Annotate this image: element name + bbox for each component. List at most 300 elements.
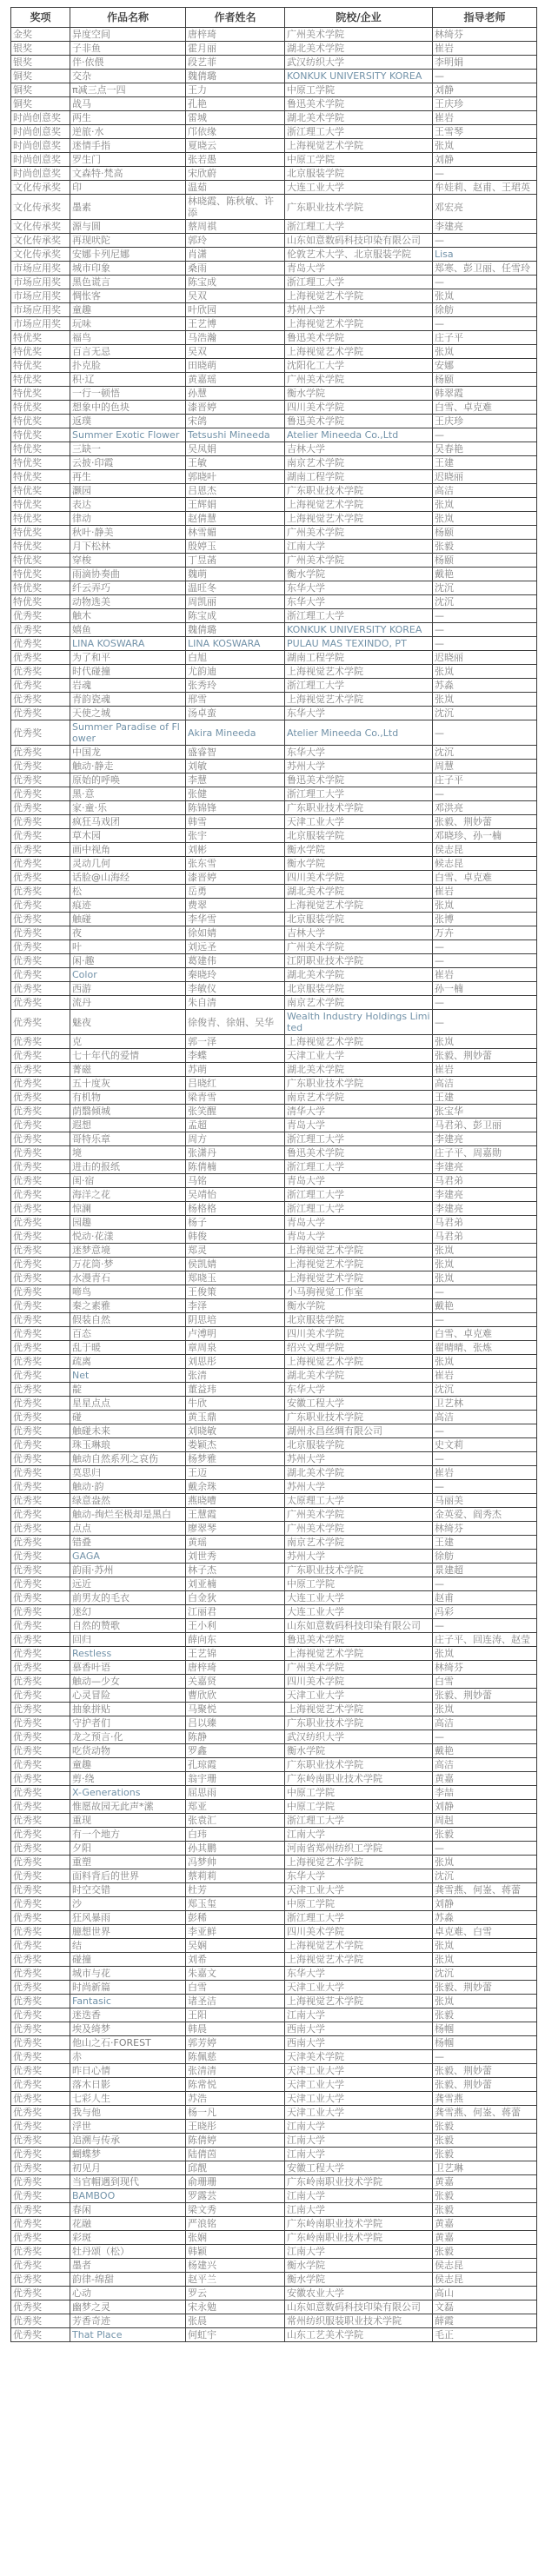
- cell-author: 魏倩璐: [186, 70, 285, 83]
- cell-school: 上海视觉艺术学院: [285, 899, 433, 913]
- cell-author: 雷城: [186, 111, 285, 125]
- table-row: [11, 568, 537, 581]
- cell-school: 浙江理工大学: [285, 1160, 433, 1174]
- cell-award: 优秀奖: [11, 968, 70, 982]
- cell-advisor: 杨颐: [433, 554, 537, 568]
- cell-author: 刘彬: [186, 843, 285, 857]
- table-row: [11, 1939, 537, 1953]
- cell-work: Summer Exotic Flower: [70, 428, 186, 442]
- table-row: [11, 1856, 537, 1869]
- cell-advisor: —: [433, 1452, 537, 1466]
- cell-award: 时尚创意奖: [11, 125, 70, 139]
- table-row: [11, 1730, 537, 1744]
- cell-author: 韩颖: [186, 2245, 285, 2259]
- cell-work: 莫思归: [70, 1466, 186, 1480]
- cell-award: 优秀奖: [11, 2328, 70, 2342]
- awards-table: [10, 7, 537, 2342]
- cell-author: 马铭: [186, 1174, 285, 1188]
- cell-author: 蔡莉莉: [186, 1869, 285, 1883]
- cell-school: 太原理工大学: [285, 1494, 433, 1508]
- cell-award: 优秀奖: [11, 1814, 70, 1828]
- cell-advisor: 毛正: [433, 2328, 537, 2342]
- cell-work: 触动—少女: [70, 1675, 186, 1689]
- cell-author: 娄颖杰: [186, 1438, 285, 1452]
- cell-advisor: 李明娟: [433, 56, 537, 70]
- cell-award: 优秀奖: [11, 1897, 70, 1911]
- cell-author: Tetsushi Mineeda: [186, 428, 285, 442]
- cell-school: 江南大学: [285, 540, 433, 554]
- cell-advisor: —: [433, 276, 537, 289]
- cell-advisor: 周赳: [433, 1814, 537, 1828]
- header-row: [11, 8, 537, 28]
- cell-author: 秦晓玲: [186, 968, 285, 982]
- cell-advisor: —: [433, 1010, 537, 1035]
- cell-author: 罗云: [186, 2287, 285, 2300]
- cell-award: 优秀奖: [11, 1605, 70, 1619]
- cell-award: 优秀奖: [11, 2175, 70, 2189]
- cell-author: 张潇丹: [186, 1146, 285, 1160]
- cell-award: 优秀奖: [11, 773, 70, 787]
- cell-author: 宋永勉: [186, 2300, 285, 2314]
- cell-advisor: —: [433, 2050, 537, 2064]
- cell-work: 花融: [70, 2217, 186, 2231]
- cell-award: 铜奖: [11, 97, 70, 111]
- table-row: [11, 2314, 537, 2328]
- cell-advisor: 徐舫: [433, 303, 537, 317]
- cell-advisor: 李建亮: [433, 1202, 537, 1216]
- table-row: [11, 2300, 537, 2314]
- cell-advisor: 王庆珍: [433, 97, 537, 111]
- cell-work: 触碰未来: [70, 1424, 186, 1438]
- cell-school: 浙江理工大学: [285, 1132, 433, 1146]
- cell-author: 韩晨: [186, 2022, 285, 2036]
- cell-advisor: 林绮芬: [433, 1522, 537, 1536]
- table-row: [11, 512, 537, 526]
- cell-advisor: 白雪: [433, 1675, 537, 1689]
- column-header-author: 作者姓名: [186, 8, 285, 28]
- cell-work: 远近: [70, 1577, 186, 1591]
- cell-award: 特优奖: [11, 498, 70, 512]
- cell-award: 优秀奖: [11, 2245, 70, 2259]
- cell-school: 大连工业大学: [285, 1591, 433, 1605]
- table-row: [11, 1953, 537, 1967]
- cell-school: 广东职业技术学院: [285, 484, 433, 498]
- cell-advisor: 杨帼: [433, 2036, 537, 2050]
- cell-author: 吴凤娟: [186, 442, 285, 456]
- cell-school: 浙江理工大学: [285, 276, 433, 289]
- cell-advisor: 张毅: [433, 2120, 537, 2134]
- cell-advisor: 张岚: [433, 665, 537, 679]
- cell-school: 江南大学: [285, 2203, 433, 2217]
- cell-school: 北京服装学院: [285, 829, 433, 843]
- cell-school: 衡水学院: [285, 387, 433, 401]
- cell-school: 湖北美术学院: [285, 968, 433, 982]
- cell-advisor: 刘静: [433, 1800, 537, 1814]
- cell-school: 湖北美术学院: [285, 1466, 433, 1480]
- cell-advisor: 庄子平: [433, 773, 537, 787]
- cell-work: 境: [70, 1146, 186, 1160]
- cell-advisor: —: [433, 609, 537, 623]
- table-row: [11, 2078, 537, 2092]
- cell-school: 中原工学院: [285, 153, 433, 167]
- cell-advisor: 周慧: [433, 760, 537, 773]
- cell-award: 优秀奖: [11, 1800, 70, 1814]
- cell-advisor: 张毅、荆妙蕾: [433, 2064, 537, 2078]
- cell-work: Summer Paradise of Flower: [70, 720, 186, 746]
- cell-school: 浙江理工大学: [285, 679, 433, 693]
- cell-advisor: 崔岩: [433, 111, 537, 125]
- table-row: [11, 484, 537, 498]
- cell-advisor: 高洁: [433, 1716, 537, 1730]
- table-row: [11, 871, 537, 885]
- table-row: [11, 1522, 537, 1536]
- cell-award: 优秀奖: [11, 1981, 70, 1995]
- table-row: [11, 940, 537, 954]
- cell-advisor: 迟晓丽: [433, 651, 537, 665]
- table-row: [11, 954, 537, 968]
- cell-work: 云披·印霞: [70, 456, 186, 470]
- cell-work: 文森特·梵高: [70, 167, 186, 181]
- cell-advisor: 郑寒、彭卫丽、任雪玲: [433, 262, 537, 276]
- cell-advisor: —: [433, 637, 537, 651]
- table-row: [11, 540, 537, 554]
- cell-advisor: 黄嘉: [433, 2217, 537, 2231]
- table-row: [11, 885, 537, 899]
- cell-school: 衡水学院: [285, 1299, 433, 1313]
- cell-school: 浙江理工大学: [285, 1814, 433, 1828]
- cell-advisor: 刘静: [433, 83, 537, 97]
- cell-school: 天津工业大学: [285, 1883, 433, 1897]
- cell-award: 优秀奖: [11, 982, 70, 996]
- cell-school: 山东如意数码科技印染有限公司: [285, 234, 433, 248]
- cell-school: 安徽工程大学: [285, 1397, 433, 1411]
- cell-work: LINA KOSWARA: [70, 637, 186, 651]
- cell-award: 优秀奖: [11, 1369, 70, 1383]
- cell-advisor: 景建超: [433, 1564, 537, 1577]
- cell-work: 城市与花: [70, 1967, 186, 1981]
- table-row: [11, 220, 537, 234]
- cell-work: 荫翳倾城: [70, 1105, 186, 1119]
- table-row: [11, 1619, 537, 1633]
- cell-author: 刘思彤: [186, 1355, 285, 1369]
- table-row: [11, 1633, 537, 1647]
- table-row: [11, 359, 537, 373]
- cell-school: 西南大学: [285, 2022, 433, 2036]
- cell-author: 王辉娟: [186, 498, 285, 512]
- cell-award: 优秀奖: [11, 665, 70, 679]
- cell-work: 月下松林: [70, 540, 186, 554]
- cell-school: 广州美术学院: [285, 554, 433, 568]
- cell-author: 徐俊青、徐娟、吴华: [186, 1010, 285, 1035]
- cell-school: 常州纺织服装职业技术学院: [285, 2314, 433, 2328]
- cell-advisor: —: [433, 1313, 537, 1327]
- table-row: [11, 2231, 537, 2245]
- cell-author: 王力: [186, 83, 285, 97]
- cell-advisor: 牟娃莉、赵甫、王珺英: [433, 181, 537, 195]
- cell-award: 优秀奖: [11, 2036, 70, 2050]
- cell-author: 费翠: [186, 899, 285, 913]
- cell-award: 特优奖: [11, 568, 70, 581]
- cell-school: 南京艺术学院: [285, 996, 433, 1010]
- cell-school: 湖州永昌丝绸有限公司: [285, 1424, 433, 1438]
- table-row: [11, 2259, 537, 2273]
- cell-award: 时尚创意奖: [11, 167, 70, 181]
- cell-advisor: 白雪、卓克难: [433, 1327, 537, 1341]
- cell-advisor: —: [433, 1424, 537, 1438]
- cell-advisor: 史文莉: [433, 1438, 537, 1452]
- column-header-award: 奖项: [11, 8, 70, 28]
- cell-school: 东华大学: [285, 746, 433, 760]
- cell-author: 杜芳: [186, 1883, 285, 1897]
- cell-award: 优秀奖: [11, 693, 70, 707]
- cell-advisor: 卫艺琳: [433, 2161, 537, 2175]
- cell-work: 克: [70, 1035, 186, 1049]
- cell-author: 罗露芸: [186, 2189, 285, 2203]
- cell-school: 广东岭南职业技术学院: [285, 2175, 433, 2189]
- cell-author: 宋鸽: [186, 415, 285, 428]
- table-row: [11, 1508, 537, 1522]
- table-row: [11, 609, 537, 623]
- cell-school: 吉林大学: [285, 442, 433, 456]
- table-row: [11, 1355, 537, 1369]
- cell-work: 两生: [70, 111, 186, 125]
- column-header-work: 作品名称: [70, 8, 186, 28]
- cell-author: 刘世秀: [186, 1550, 285, 1564]
- cell-advisor: 张岚: [433, 1995, 537, 2008]
- cell-award: 优秀奖: [11, 787, 70, 801]
- cell-advisor: 龚雪燕、何崟、蒋蕾: [433, 1883, 537, 1897]
- cell-work: 纤云弄巧: [70, 581, 186, 595]
- table-row: [11, 581, 537, 595]
- table-row: [11, 2217, 537, 2231]
- cell-advisor: 张岚: [433, 345, 537, 359]
- cell-author: 诸圣洁: [186, 1995, 285, 2008]
- cell-advisor: 李建亮: [433, 1160, 537, 1174]
- cell-work: 痕迹: [70, 899, 186, 913]
- cell-school: 江南大学: [285, 2134, 433, 2148]
- cell-author: 孔琼霞: [186, 1758, 285, 1772]
- cell-award: 优秀奖: [11, 843, 70, 857]
- cell-school: 东华大学: [285, 1869, 433, 1883]
- cell-advisor: 杨颐: [433, 526, 537, 540]
- cell-work: Fantasic: [70, 1995, 186, 2008]
- cell-author: 郭晓叶: [186, 470, 285, 484]
- cell-author: 温旺冬: [186, 581, 285, 595]
- cell-work: 异度空间: [70, 28, 186, 42]
- table-row: [11, 1550, 537, 1564]
- cell-advisor: 崔岩: [433, 1369, 537, 1383]
- cell-author: 郭芳婷: [186, 2036, 285, 2050]
- cell-work: 疯狂马戏团: [70, 815, 186, 829]
- cell-award: 特优奖: [11, 442, 70, 456]
- cell-work: 吃货动物: [70, 1744, 186, 1758]
- cell-advisor: 张岚: [433, 693, 537, 707]
- cell-advisor: 赵甫: [433, 1591, 537, 1605]
- cell-school: 北京服装学院: [285, 982, 433, 996]
- cell-author: 翁宇珊: [186, 1772, 285, 1786]
- cell-author: 温茹: [186, 181, 285, 195]
- cell-award: 铜奖: [11, 70, 70, 83]
- cell-school: 山东如意数码科技印染有限公司: [285, 1619, 433, 1633]
- cell-award: 时尚创意奖: [11, 111, 70, 125]
- table-row: [11, 1661, 537, 1675]
- cell-work: 绿意盎然: [70, 1494, 186, 1508]
- cell-award: 优秀奖: [11, 720, 70, 746]
- cell-author: 陈倩婷: [186, 2134, 285, 2148]
- table-row: [11, 899, 537, 913]
- cell-advisor: 庄子平、回连涛、赵莹: [433, 1633, 537, 1647]
- cell-work: 七十年代的爱情: [70, 1049, 186, 1063]
- cell-author: 周凯丽: [186, 595, 285, 609]
- cell-author: 王迈: [186, 1466, 285, 1480]
- cell-advisor: 张毅: [433, 2148, 537, 2161]
- cell-award: 优秀奖: [11, 2078, 70, 2092]
- table-row: [11, 1911, 537, 1925]
- cell-work: 有机物: [70, 1091, 186, 1105]
- cell-work: 穿梭: [70, 554, 186, 568]
- cell-work: 彩斑: [70, 2231, 186, 2245]
- table-row: [11, 665, 537, 679]
- table-row: [11, 1411, 537, 1424]
- cell-work: 迷迭香: [70, 2008, 186, 2022]
- cell-award: 特优奖: [11, 415, 70, 428]
- cell-author: 孙其鹏: [186, 1842, 285, 1856]
- cell-work: 罗生门: [70, 153, 186, 167]
- cell-author: 邝依缘: [186, 125, 285, 139]
- cell-school: 南京艺术学院: [285, 456, 433, 470]
- cell-work: 他山之石·FOREST: [70, 2036, 186, 2050]
- cell-award: 市场应用奖: [11, 289, 70, 303]
- cell-award: 优秀奖: [11, 1730, 70, 1744]
- cell-advisor: 张毅: [433, 540, 537, 554]
- table-row: [11, 2287, 537, 2300]
- table-row: [11, 1995, 537, 2008]
- column-header-school: 院校/企业: [285, 8, 433, 28]
- cell-work: 天使之城: [70, 707, 186, 720]
- table-row: [11, 1564, 537, 1577]
- table-row: [11, 1716, 537, 1730]
- cell-advisor: 高洁: [433, 1758, 537, 1772]
- cell-author: 白金狄: [186, 1591, 285, 1605]
- cell-advisor: 张岚: [433, 1703, 537, 1716]
- cell-award: 优秀奖: [11, 1689, 70, 1703]
- cell-school: Atelier Mineeda Co.,Ltd: [285, 720, 433, 746]
- cell-award: 优秀奖: [11, 885, 70, 899]
- table-row: [11, 773, 537, 787]
- cell-work: 昨日心情: [70, 2064, 186, 2078]
- cell-work: 结: [70, 1939, 186, 1953]
- cell-author: 李蝶: [186, 1049, 285, 1063]
- cell-author: 彭稀: [186, 1911, 285, 1925]
- table-row: [11, 1327, 537, 1341]
- cell-school: 湖北美术学院: [285, 1063, 433, 1077]
- cell-author: 吴双: [186, 345, 285, 359]
- cell-work: 初见月: [70, 2161, 186, 2175]
- cell-work: 交杂: [70, 70, 186, 83]
- table-row: [11, 387, 537, 401]
- cell-school: 湖北美术学院: [285, 1369, 433, 1383]
- cell-award: 优秀奖: [11, 1299, 70, 1313]
- cell-advisor: 沈沉: [433, 746, 537, 760]
- cell-school: 天津工业大学: [285, 815, 433, 829]
- cell-author: 孟超: [186, 1119, 285, 1132]
- table-row: [11, 1091, 537, 1105]
- table-row: [11, 234, 537, 248]
- cell-work: 韵律-绵甜: [70, 2273, 186, 2287]
- table-row: [11, 2189, 537, 2203]
- cell-work: 乱于暖: [70, 1341, 186, 1355]
- cell-award: 优秀奖: [11, 1174, 70, 1188]
- cell-advisor: 张岚: [433, 1647, 537, 1661]
- cell-author: 张娴: [186, 2231, 285, 2245]
- cell-school: 中原工学院: [285, 1800, 433, 1814]
- table-row: [11, 1828, 537, 1842]
- table-row: [11, 1271, 537, 1285]
- cell-work: 百态: [70, 1327, 186, 1341]
- cell-work: 黑·意: [70, 787, 186, 801]
- cell-award: 优秀奖: [11, 2287, 70, 2300]
- cell-advisor: 白雪、卓克难: [433, 401, 537, 415]
- table-row: [11, 456, 537, 470]
- cell-award: 优秀奖: [11, 1216, 70, 1230]
- cell-school: 湖南工程学院: [285, 470, 433, 484]
- table-row: [11, 1786, 537, 1800]
- cell-school: 大连工业大学: [285, 1605, 433, 1619]
- cell-school: 湖北美术学院: [285, 885, 433, 899]
- cell-award: 优秀奖: [11, 1716, 70, 1730]
- cell-advisor: 万卉: [433, 926, 537, 940]
- cell-advisor: 张博: [433, 913, 537, 926]
- table-row: [11, 526, 537, 540]
- cell-school: 衡水学院: [285, 1744, 433, 1758]
- cell-advisor: 王建: [433, 456, 537, 470]
- cell-work: 青韵瓷魂: [70, 693, 186, 707]
- cell-school: 北京服装学院: [285, 1313, 433, 1327]
- cell-work: 印: [70, 181, 186, 195]
- table-row: [11, 1285, 537, 1299]
- cell-advisor: 刘静: [433, 153, 537, 167]
- table-row: [11, 1160, 537, 1174]
- table-row: [11, 1689, 537, 1703]
- cell-work: 韵雨·苏州: [70, 1564, 186, 1577]
- cell-advisor: 薛霞: [433, 2314, 537, 2328]
- cell-school: 苏州大学: [285, 760, 433, 773]
- cell-school: 北京服装学院: [285, 913, 433, 926]
- table-row: [11, 415, 537, 428]
- cell-work: 我与他: [70, 2106, 186, 2120]
- cell-school: 苏州大学: [285, 1452, 433, 1466]
- cell-author: 郑晓玉: [186, 1271, 285, 1285]
- cell-author: 张晨: [186, 2314, 285, 2328]
- cell-award: 优秀奖: [11, 1355, 70, 1369]
- table-row: [11, 276, 537, 289]
- cell-school: 天津工业大学: [285, 2064, 433, 2078]
- cell-work: 剪·绕: [70, 1772, 186, 1786]
- cell-work: 园趣: [70, 1216, 186, 1230]
- cell-school: 上海视觉艺术学院: [285, 139, 433, 153]
- cell-author: 李敏仪: [186, 982, 285, 996]
- cell-school: 大连工业大学: [285, 181, 433, 195]
- cell-author: 张宇: [186, 829, 285, 843]
- cell-author: 王艺锦: [186, 1647, 285, 1661]
- table-row: [11, 1536, 537, 1550]
- cell-author: 郑亚: [186, 1800, 285, 1814]
- table-row: [11, 1077, 537, 1091]
- cell-advisor: —: [433, 167, 537, 181]
- cell-work: That Place: [70, 2328, 186, 2342]
- cell-advisor: —: [433, 428, 537, 442]
- cell-award: 优秀奖: [11, 1995, 70, 2008]
